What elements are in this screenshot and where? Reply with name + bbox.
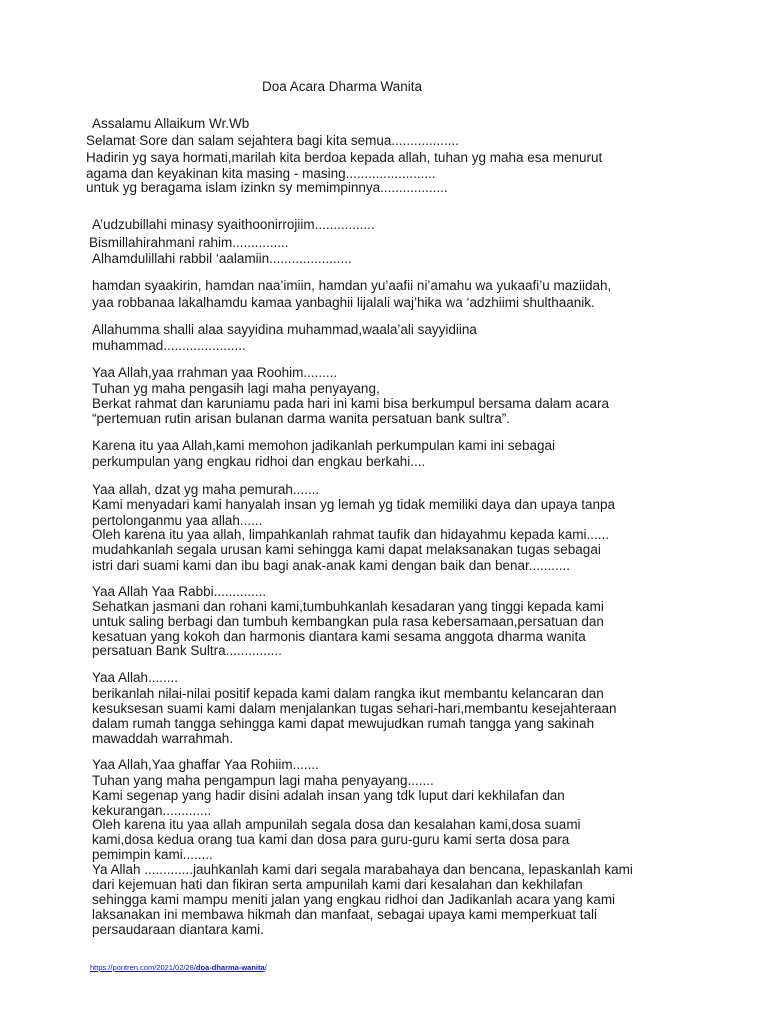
text-line: Tuhan yg maha pengasih lagi maha penyayang, xyxy=(92,381,380,396)
text-line: Yaa Allah Yaa Rabbi.............. xyxy=(92,584,267,599)
text-line: sehingga kami mampu meniti jalan yang engkau ridhoi dan Jadikanlah acara yang kami xyxy=(92,892,616,907)
source-link-slug[interactable]: doa-dharma-wanita xyxy=(195,963,265,972)
text-line: Yaa Allah,yaa rrahman yaa Roohim......... xyxy=(92,365,338,380)
text-line: Allahumma shalli alaa sayyidina muhammad,waala’ali sayyidiina xyxy=(92,322,477,337)
text-line: istri dari suami kami dan ibu bagi anak-anak kami dengan baik dan benar........... xyxy=(92,558,571,573)
text-line: agama dan keyakinan kita masing - masing........................ xyxy=(86,166,436,181)
text-line: Oleh karena itu yaa allah ampunilah segala dosa dan kesalahan kami,dosa suami xyxy=(92,817,581,832)
text-line: Tuhan yang maha pengampun lagi maha penyayang....... xyxy=(92,773,434,788)
text-line: hamdan syaakirin, hamdan naa’imiin, hamdan yu’aafii ni’amahu wa yukaafi’u maziidah, xyxy=(92,278,612,293)
text-line: Berkat rahmat dan karuniamu pada hari ini kami bisa berkumpul bersama dalam acara xyxy=(92,396,610,411)
source-link-suffix: / xyxy=(264,963,267,972)
text-line: A’udzubillahi minasy syaithoonirrojiim................ xyxy=(92,217,375,232)
text-line: untuk saling berbagi dan tumbuh kembangkan pula rasa kebersamaan,persatuan dan xyxy=(92,614,604,629)
text-line: kami,dosa kedua orang tua kami dan dosa para guru-guru kami serta dosa para xyxy=(92,832,570,847)
text-line: dari kejemuan hati dan fikiran serta ampunilah kami dari kesalahan dan kekhilafan xyxy=(92,877,583,892)
text-line: mudahkanlah segala urusan kami sehingga kami dapat melaksanakan tugas sebagai xyxy=(92,542,601,557)
text-line: untuk yg beragama islam izinkn sy memimpinnya.................. xyxy=(86,180,448,195)
text-line: Karena itu yaa Allah,kami memohon jadikanlah perkumpulan kami ini sebagai xyxy=(92,438,556,453)
text-line: dalam rumah tangga sehingga kami dapat mewujudkan rumah tangga yang sakinah xyxy=(92,716,595,731)
text-line: laksanakan ini membawa hikmah dan manfaat, sebagai upaya kami memperkuat tali xyxy=(92,907,598,922)
text-line: “pertemuan rutin arisan bulanan darma wanita persatuan bank sultra”. xyxy=(92,411,510,426)
text-line: persaudaraan diantara kami. xyxy=(92,922,264,937)
text-line: Selamat Sore dan salam sejahtera bagi kita semua.................. xyxy=(86,133,459,148)
text-line: yaa robbanaa lakalhamdu kamaa yanbaghii lijalali waj’hika wa ‘adzhiimi shulthaanik. xyxy=(92,295,595,310)
text-line: Alhamdulillahi rabbil ‘aalamiin...................... xyxy=(92,251,352,266)
text-line: Assalamu Allaikum Wr.Wb xyxy=(92,116,250,131)
text-line: Yaa allah, dzat yg maha pemurah....... xyxy=(92,482,320,497)
text-line: Sehatkan jasmani dan rohani kami,tumbuhkanlah kesadaran yang tinggi kepada kami xyxy=(92,599,604,614)
source-link[interactable] xyxy=(90,963,267,972)
text-line: kesatuan yang kokoh dan harmonis diantara kami sesama anggota dharma wanita xyxy=(92,629,586,644)
text-line: pertolonganmu yaa allah...... xyxy=(92,513,263,528)
text-line: mawaddah warrahmah. xyxy=(92,731,234,746)
text-line: berikanlah nilai-nilai positif kepada kami dalam rangka ikut membantu kelancaran dan xyxy=(92,686,604,701)
text-line: pemimpin kami........ xyxy=(92,847,213,862)
source-link-prefix[interactable]: https://pontren.com/2021/02/28/ xyxy=(90,963,196,972)
text-line: Ya Allah .............jauhkanlah kami dari segala marabahaya dan bencana, lepaskanlah kami xyxy=(92,862,633,877)
text-line: Yaa Allah,Yaa ghaffar Yaa Rohiim....... xyxy=(92,757,319,772)
text-line: Oleh karena itu yaa allah, limpahkanlah rahmat taufik dan hidayahmu kepada kami...... xyxy=(92,527,610,542)
text-line: Bismillahirahmani rahim............... xyxy=(89,235,289,250)
text-line: muhammad...................... xyxy=(92,338,246,353)
text-line: Yaa Allah........ xyxy=(92,670,179,685)
text-line: persatuan Bank Sultra............... xyxy=(92,643,282,658)
text-line: perkumpulan yang engkau ridhoi dan engkau berkahi.... xyxy=(92,454,426,469)
text-line: Kami segenap yang hadir disini adalah insan yang tdk luput dari kekhilafan dan xyxy=(92,788,565,803)
document-title: Doa Acara Dharma Wanita xyxy=(262,79,423,94)
text-line: Hadirin yg saya hormati,marilah kita berdoa kepada allah, tuhan yg maha esa menurut xyxy=(86,150,603,165)
text-line: kesuksesan suami kami dalam menjalankan tugas sehari-hari,membantu kesejahteraan xyxy=(92,701,617,716)
text-line: kekurangan............. xyxy=(92,803,212,818)
text-line: Kami menyadari kami hanyalah insan yg lemah yg tidak memiliki daya dan upaya tanpa xyxy=(92,497,616,512)
